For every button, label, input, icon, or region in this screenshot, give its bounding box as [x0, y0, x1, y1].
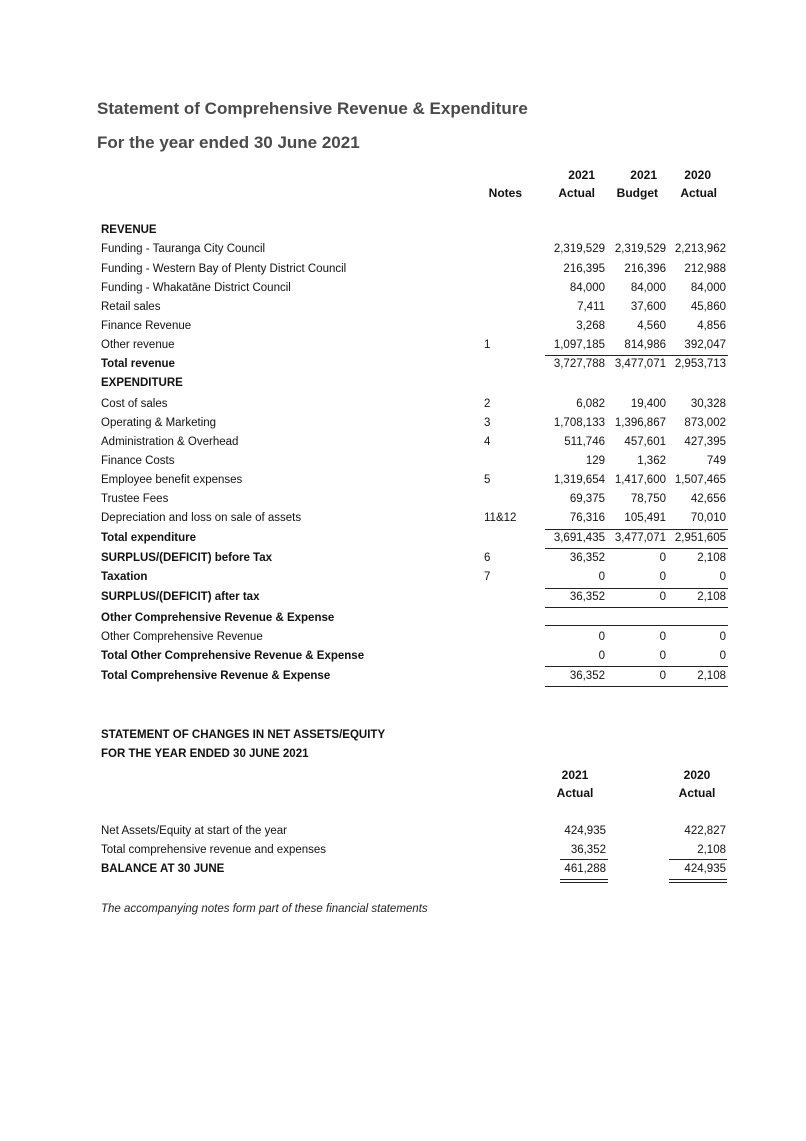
changes-title: STATEMENT OF CHANGES IN NET ASSETS/EQUITY	[101, 729, 386, 741]
table-row: Depreciation and loss on sale of assets 11&12 76,316 105,491 70,010	[101, 512, 726, 524]
table-row: Cost of sales 2 6,082 19,400 30,328	[101, 398, 726, 410]
footnote: The accompanying notes form part of these financial statements	[101, 903, 428, 915]
expenditure-heading: EXPENDITURE	[101, 377, 183, 389]
header-col2-year: 2021	[630, 168, 657, 182]
table-row: Trustee Fees 69,375 78,750 42,656	[101, 493, 726, 505]
subtotal-rule	[560, 859, 608, 860]
total-double-rule	[560, 879, 608, 880]
changes-header-2021-year: 2021	[561, 768, 589, 782]
table-row: Finance Revenue 3,268 4,560 4,856	[101, 320, 726, 332]
table-row: Retail sales 7,411 37,600 45,860	[101, 301, 726, 313]
subtotal-rule	[545, 548, 728, 549]
table-row: Other revenue 1 1,097,185 814,986 392,047	[101, 339, 726, 351]
header-col1-year: 2021	[568, 168, 595, 182]
ocr-heading: Other Comprehensive Revenue & Expense	[101, 612, 335, 624]
subtotal-rule	[545, 625, 728, 626]
subtotal-rule	[545, 666, 728, 667]
total-revenue-row: Total revenue 3,727,788 3,477,071 2,953,713	[101, 358, 726, 370]
total-double-rule	[545, 686, 728, 687]
taxation-row: Taxation 7 0 0 0	[101, 571, 726, 583]
header-col3-type: Actual	[680, 186, 717, 200]
surplus-before-tax-row: SURPLUS/(DEFICIT) before Tax 6 36,352 0 2,108	[101, 552, 726, 564]
table-row: Total comprehensive revenue and expenses 36,352 2,108	[101, 844, 726, 856]
surplus-after-tax-row: SURPLUS/(DEFICIT) after tax 36,352 0 2,108	[101, 591, 726, 603]
total-ocr-row: Total Other Comprehensive Revenue & Expense 0 0 0	[101, 650, 726, 662]
changes-header-2020-type: Actual	[678, 786, 716, 800]
table-row: Employee benefit expenses 5 1,319,654 1,417,600 1,507,465	[101, 474, 726, 486]
subtotal-rule	[669, 859, 727, 860]
total-expenditure-row: Total expenditure 3,691,435 3,477,071 2,951,605	[101, 532, 726, 544]
changes-header-2020-year: 2020	[683, 768, 711, 782]
table-row: Operating & Marketing 3 1,708,133 1,396,867 873,002	[101, 417, 726, 429]
revenue-heading: REVENUE	[101, 224, 157, 236]
table-row: Other Comprehensive Revenue 0 0 0	[101, 631, 726, 643]
header-notes: Notes	[488, 186, 522, 200]
table-row: Administration & Overhead 4 511,746 457,601 427,395	[101, 436, 726, 448]
table-row: Funding - Whakatāne District Council 84,000 84,000 84,000	[101, 282, 726, 294]
subtotal-rule	[545, 588, 728, 589]
table-row: Funding - Western Bay of Plenty District Council 216,395 216,396 212,988	[101, 263, 726, 275]
changes-header-2021-type: Actual	[556, 786, 594, 800]
total-double-rule	[669, 882, 727, 883]
header-col1-type: Actual	[558, 186, 595, 200]
balance-row: BALANCE AT 30 JUNE 461,288 424,935	[101, 863, 726, 875]
subtotal-rule	[545, 355, 728, 356]
page-title: Statement of Comprehensive Revenue & Expenditure	[97, 99, 528, 118]
subtotal-rule	[545, 607, 728, 608]
page-subtitle: For the year ended 30 June 2021	[97, 133, 360, 152]
changes-subtitle: FOR THE YEAR ENDED 30 JUNE 2021	[101, 748, 309, 760]
total-comprehensive-row: Total Comprehensive Revenue & Expense 36,352 0 2,108	[101, 670, 726, 682]
total-double-rule	[560, 882, 608, 883]
total-double-rule	[669, 879, 727, 880]
table-row: Net Assets/Equity at start of the year 424,935 422,827	[101, 825, 726, 837]
table-row: Funding - Tauranga City Council 2,319,529 2,319,529 2,213,962	[101, 243, 726, 255]
header-col3-year: 2020	[684, 168, 711, 182]
subtotal-rule	[545, 529, 728, 530]
header-col2-type: Budget	[616, 186, 658, 200]
table-row: Finance Costs 129 1,362 749	[101, 455, 726, 467]
